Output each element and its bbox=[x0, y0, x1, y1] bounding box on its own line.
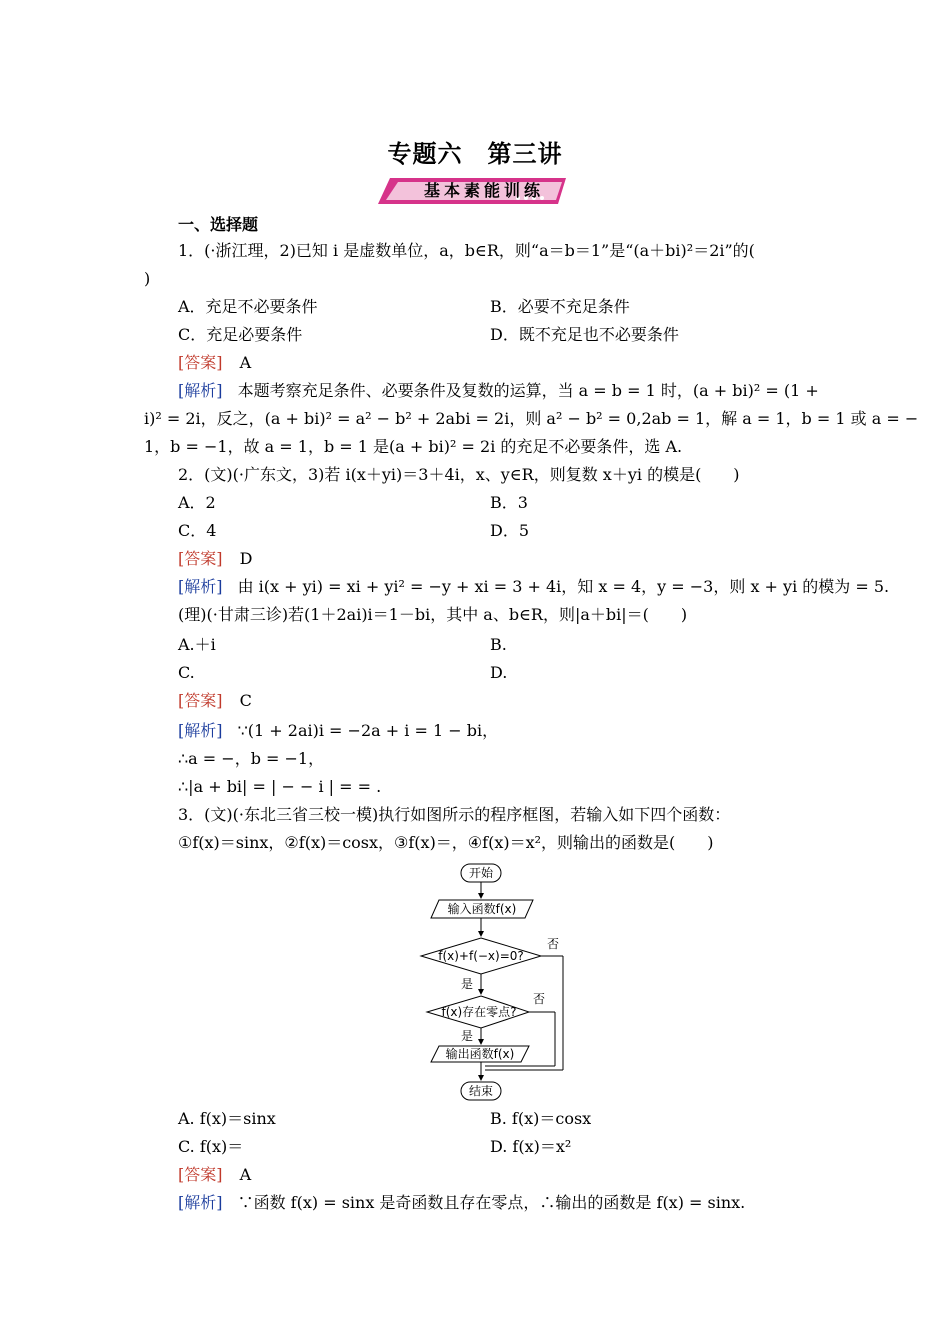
q2-analysis-tag: [解析] bbox=[178, 577, 223, 596]
page-title: 专题六 第三讲 bbox=[387, 139, 563, 168]
q3-option-c: C. f(x)＝ bbox=[178, 1137, 244, 1156]
flow-start-label: 开始 bbox=[468, 866, 494, 880]
q2-option-a: A．2 bbox=[178, 493, 216, 512]
banner-label: 基本素能训练 bbox=[423, 181, 544, 200]
q2-analysis: 由 i(x + yi) = xi + yi² = −y + xi = 3 + 4i，知 x = 4，y = −3，则 x + yi 的模为 = 5. bbox=[237, 577, 890, 596]
q1-analysis-line2: i)² = 2i，反之，(a + bi)² = a² − b² + 2abi = 2i，则 a² − b² = 0,2ab = 1，解 a = 1，b = 1 或 a = − bbox=[144, 409, 919, 428]
flow-yes1-label: 是 bbox=[461, 977, 474, 991]
flow-input-label: 输入函数f(x) bbox=[447, 902, 517, 916]
q1-analysis-tag: [解析] bbox=[178, 381, 223, 400]
q2-stem: 2．(文)(·广东文，3)若 i(x＋yi)＝3＋4i，x、y∈R，则复数 x＋yi 的模是( ) bbox=[178, 465, 740, 484]
q1-analysis-line1: 本题考察充足条件、必要条件及复数的运算，当 a = b = 1 时，(a + bi)² = (1 + bbox=[237, 381, 819, 400]
q2b-option-c: C. bbox=[178, 663, 195, 682]
q1-answer-tag: [答案] bbox=[178, 353, 223, 372]
flow-output-label: 输出函数f(x) bbox=[445, 1047, 515, 1061]
q3-option-a: A. f(x)＝sinx bbox=[178, 1109, 276, 1128]
q1-option-d: D．既不充足也不必要条件 bbox=[490, 325, 679, 344]
q1-stem-line1: 1．(·浙江理，2)已知 i 是虚数单位，a，b∈R，则“a＝b＝1”是“(a＋bi)²＝2i”的( bbox=[178, 241, 755, 260]
q2b-stem: (理)(·甘肃三诊)若(1＋2ai)i＝1－bi，其中 a、b∈R，则|a＋bi|＝( ) bbox=[178, 605, 688, 624]
q2b-analysis-tag: [解析] bbox=[178, 721, 223, 740]
q1-analysis-line3: 1，b = −1，故 a = 1，b = 1 是(a + bi)² = 2i 的充足不必要条件，选 A. bbox=[144, 437, 683, 456]
q1-option-b: B．必要不充足条件 bbox=[490, 297, 630, 316]
q3-answer-tag: [答案] bbox=[178, 1165, 223, 1184]
flow-condition1-label: f(x)+f(−x)=0? bbox=[438, 949, 524, 963]
q3-stem-line1: 3．(文)(·东北三省三校一模)执行如图所示的程序框图，若输入如下四个函数： bbox=[178, 805, 731, 824]
q2b-answer: C bbox=[239, 691, 252, 710]
q1-option-a: A．充足不必要条件 bbox=[178, 297, 318, 316]
flow-no1-label: 否 bbox=[547, 937, 560, 951]
q2b-option-d: D. bbox=[490, 663, 508, 682]
q3-option-b: B. f(x)＝cosx bbox=[490, 1109, 592, 1128]
q2b-answer-tag: [答案] bbox=[178, 691, 223, 710]
q2b-option-a: A.＋i bbox=[178, 635, 216, 654]
q3-stem-line2: ①f(x)＝sinx，②f(x)＝cosx，③f(x)＝，④f(x)＝x²，则输出的函数是( ) bbox=[178, 833, 714, 852]
q3-analysis: ∵函数 f(x) = sinx 是奇函数且存在零点，∴输出的函数是 f(x) = sinx. bbox=[237, 1193, 746, 1212]
q2-option-d: D．5 bbox=[490, 521, 530, 540]
q2-answer-tag: [答案] bbox=[178, 549, 223, 568]
q2-option-c: C．4 bbox=[178, 521, 217, 540]
flow-no2-label: 否 bbox=[533, 992, 546, 1006]
q1-option-c: C．充足必要条件 bbox=[178, 325, 303, 344]
q3-analysis-tag: [解析] bbox=[178, 1193, 223, 1212]
q1-stem-line2: ) bbox=[144, 269, 151, 288]
q2b-analysis-line1: ∵(1 + 2ai)i = −2a + i = 1 − bi， bbox=[237, 721, 499, 740]
q2b-analysis-line3: ∴|a + bi| = | − − i | = = . bbox=[178, 777, 382, 796]
flow-end-label: 结束 bbox=[468, 1084, 494, 1098]
flow-yes2-label: 是 bbox=[461, 1029, 474, 1043]
q3-option-d: D. f(x)＝x² bbox=[490, 1137, 572, 1156]
q2-option-b: B．3 bbox=[490, 493, 528, 512]
q1-answer: A bbox=[239, 353, 252, 372]
program-flowchart bbox=[415, 860, 615, 1104]
section-heading: 一、选择题 bbox=[178, 215, 259, 234]
q2b-option-b: B. bbox=[490, 635, 507, 654]
flow-condition2-label: f(x)存在零点? bbox=[441, 1005, 517, 1019]
q3-answer: A bbox=[239, 1165, 252, 1184]
q2b-analysis-line2: ∴a = −，b = −1， bbox=[178, 749, 325, 768]
q2-answer: D bbox=[239, 549, 253, 568]
